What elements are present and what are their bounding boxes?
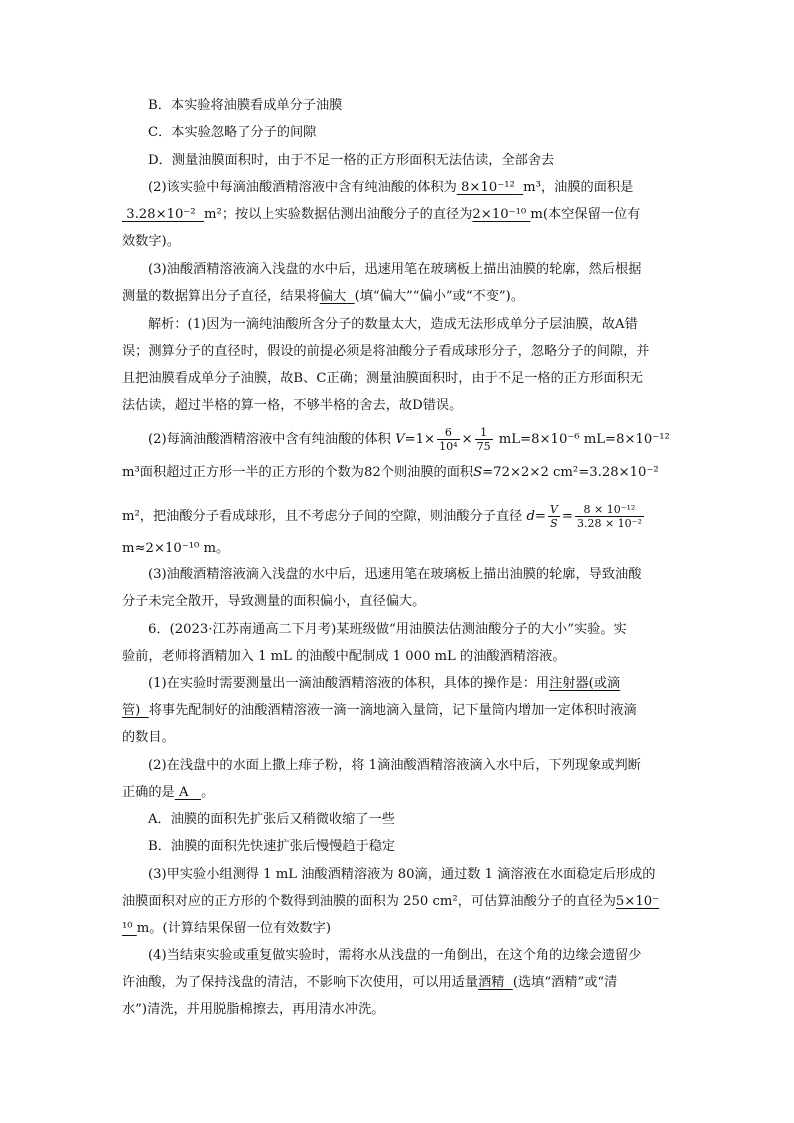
analysis-2-line3: m²，把油酸分子看成球形，且不考虑分子间的空隙，则油酸分子直径 d= $\frac{V}{S}$ = $\frac{\text{8 × 10⁻¹²}}{\text{3.28 × 10⁻²}}$ <box>122 503 642 530</box>
q6-part4-line2: 许油酸，为了保持浅盘的清洁，不影响下次使用，可以用适量酒精 (选填“酒精”或“清 <box>122 975 618 990</box>
analysis-2-line2: m³面积超过正方形一半的正方形的个数为82个则油膜的面积S=72×2×2 cm²=3.28×10⁻² <box>122 465 659 480</box>
analysis-2-line1: (2)每滴油酸酒精溶液中含有纯油酸的体积 V=1× $\frac{6}{\text{10⁴}}$ × $\frac{1}{75}$ mL=8×10⁻⁶ mL=8×10⁻¹² <box>148 426 670 453</box>
analysis-1-line1: 解析：(1)因为一滴纯油酸所含分子的数量太大，造成无法形成单分子层油膜，故A错 <box>148 317 638 332</box>
fraction-6-over-10e4: $\frac{6}{\text{10⁴}}$ <box>439 426 458 453</box>
answer-blank-diameter-q6: 5×10⁻ <box>615 894 660 909</box>
q6-stem-line1: 6．(2023·江苏南通高二下月考)某班级做“用油膜法估测油酸分子的大小”实验。实 <box>148 622 627 637</box>
analysis-1-line4: 法估读，超过半格的算一格，不够半格的舍去，故D错误。 <box>122 398 463 413</box>
q6-part2-line1: (2)在浅盘中的水面上撒上痱子粉，将 1滴油酸酒精溶液滴入水中后，下列现象或判断 <box>148 758 641 773</box>
answer-blank-diameter-q6-cont: ¹⁰ <box>122 921 133 936</box>
analysis-1-line3: 且把油膜看成单分子油膜，故B、C正确；测量油膜面积时，由于不足一格的正方形面积无 <box>122 371 643 386</box>
answer-blank-tool: 注射器(或滴 <box>549 676 621 691</box>
q6-stem-line2: 验前，老师将酒精加入 1 mL 的油酸中配制成 1 000 mL 的油酸酒精溶液。 <box>122 649 566 664</box>
q6-part4-line3: 水”)清洗，并用脱脂棉擦去，再用清水冲洗。 <box>122 1002 385 1017</box>
answer-blank-diameter: 2×10⁻¹⁰ <box>472 207 527 222</box>
q5-part3-line1: (3)油酸酒精溶液滴入浅盘的水中后，迅速用笔在玻璃板上描出油膜的轮廓，然后根据 <box>148 262 642 277</box>
fraction-1-over-75: $\frac{1}{75}$ <box>476 426 491 453</box>
analysis-1-line2: 误；测算分子的直径时，假设的前提必须是将油酸分子看成球形分子，忽略分子的间隙，并 <box>122 344 650 359</box>
q6-option-b: B．油膜的面积先快速扩张后慢慢趋于稳定 <box>148 839 396 854</box>
option-d: D．测量油膜面积时，由于不足一格的正方形面积无法估读，全部舍去 <box>148 153 555 168</box>
answer-blank-bias: 偏大 <box>319 289 347 304</box>
option-c: C．本实验忽略了分子的间隙 <box>148 125 317 140</box>
analysis-3-line2: 分子未完全散开，导致测量的面积偏小，直径偏大。 <box>122 594 426 609</box>
q5-part3-line2: 测量的数据算出分子直径，结果将偏大 (填“偏大”“偏小”或“不变”)。 <box>122 289 525 304</box>
analysis-2-line4: m≈2×10⁻¹⁰ m。 <box>122 541 230 556</box>
q5-part2-line3: 效数字)。 <box>122 234 180 249</box>
fraction-v-over-s: $\frac{V}{S}$ <box>549 503 558 530</box>
q6-part2-line2: 正确的是 A 。 <box>122 785 215 800</box>
q6-part4-line1: (4)当结束实验或重复做实验时，需将水从浅盘的一角倒出，在这个角的边缘会遗留少 <box>148 948 642 963</box>
q6-option-a: A．油膜的面积先扩张后又稍微收缩了一些 <box>148 812 395 827</box>
q5-part2-line2: 3.28×10⁻² m²；按以上实验数据估测出油酸分子的直径为2×10⁻¹⁰ m(本空保留一位有 <box>122 206 640 224</box>
q6-part3-line2: 油膜面积对应的正方形的个数得到油膜的面积为 250 cm²，可估算油酸分子的直径为5×10⁻ <box>122 894 660 909</box>
answer-blank-volume: 8×10⁻¹² <box>461 180 515 195</box>
q6-part1-line2: 管) 将事先配制好的油酸酒精溶液一滴一滴地滴入量筒，记下量筒内增加一定体积时液滴 <box>122 703 637 718</box>
answer-blank-tool-cont: 管) <box>122 703 141 718</box>
option-b: B．本实验将油膜看成单分子油膜 <box>148 98 343 113</box>
analysis-3-line1: (3)油酸酒精溶液滴入浅盘的水中后，迅速用笔在玻璃板上描出油膜的轮廓，导致油酸 <box>148 567 642 582</box>
q6-part3-line1: (3)甲实验小组测得 1 mL 油酸酒精溶液为 80滴，通过数 1 滴溶液在水面稳定后形成的 <box>148 867 656 882</box>
q6-part1-line1: (1)在实验时需要测量出一滴油酸酒精溶液的体积，具体的操作是：用注射器(或滴 <box>148 676 621 691</box>
answer-blank-area: 3.28×10⁻² <box>126 207 196 222</box>
answer-blank-solvent: 酒精 <box>478 975 505 990</box>
answer-blank-choice: A <box>178 785 189 800</box>
q6-part3-line3: ¹⁰ m。(计算结果保留一位有效数字) <box>122 921 332 936</box>
q5-part2-line1: (2)该实验中每滴油酸酒精溶液中含有纯油酸的体积为 8×10⁻¹² m³，油膜的面积是 <box>148 180 634 195</box>
q6-part1-line3: 的数目。 <box>122 730 175 745</box>
fraction-diameter-value: $\frac{\text{8 × 10⁻¹²}}{\text{3.28 × 10⁻²}}$ <box>576 503 642 530</box>
